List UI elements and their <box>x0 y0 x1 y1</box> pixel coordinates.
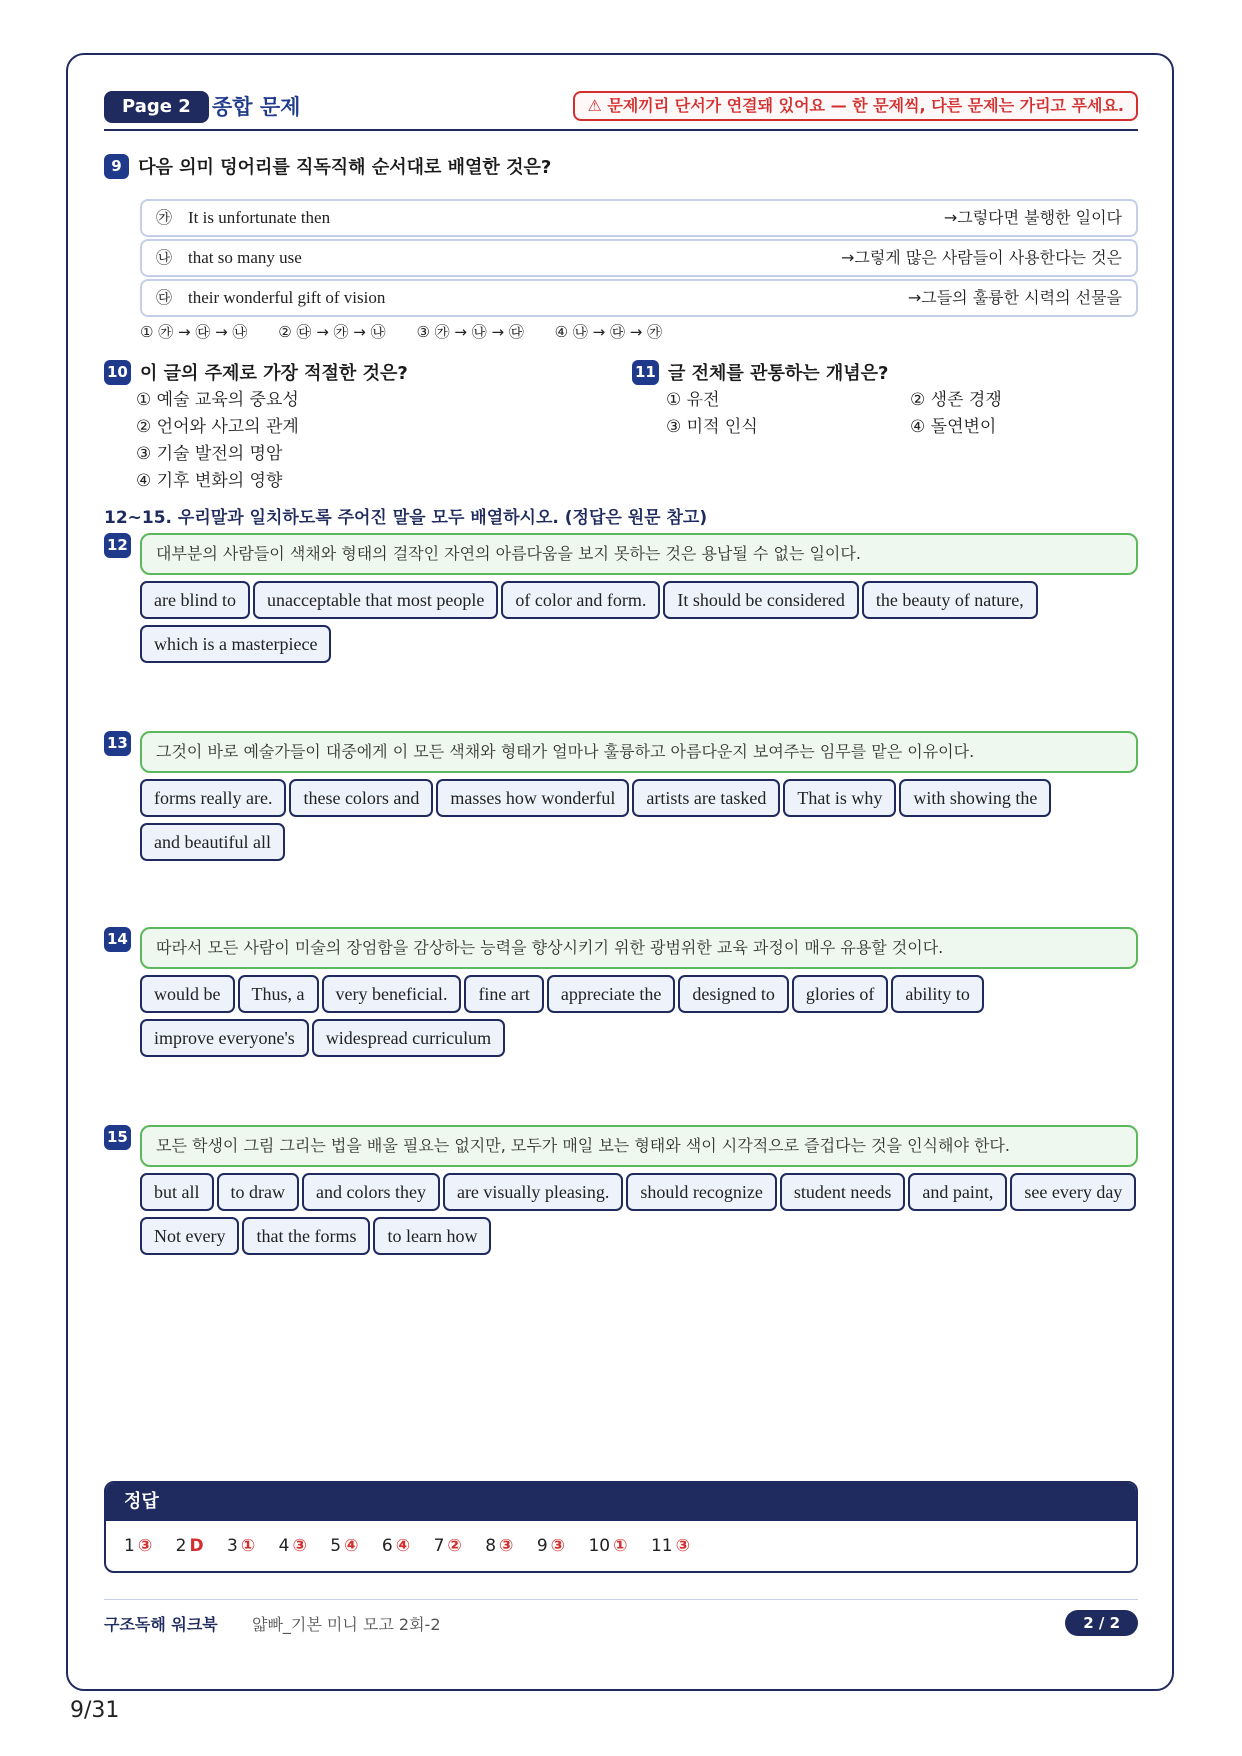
word-chip[interactable]: should recognize <box>626 1173 776 1211</box>
word-chip[interactable]: appreciate the <box>547 975 675 1013</box>
option[interactable]: ④ 돌연변이 <box>910 417 997 437</box>
warning-notice: ⚠ 문제끼리 단서가 연결돼 있어요 — 한 문제씩, 다른 문제는 가리고 푸세요. <box>573 91 1138 121</box>
question-number: 15 <box>104 1125 131 1150</box>
word-chip[interactable]: unacceptable that most people <box>253 581 498 619</box>
answer-item <box>651 1536 690 1556</box>
answer-item <box>124 1536 152 1556</box>
word-chip[interactable]: fine art <box>464 975 543 1013</box>
option[interactable]: ③ 기술 발전의 명암 <box>136 444 283 464</box>
page-header <box>104 91 1138 131</box>
word-chip[interactable]: are blind to <box>140 581 250 619</box>
answer-value: ③ <box>499 1536 514 1556</box>
word-chip[interactable]: ability to <box>891 975 984 1013</box>
option[interactable]: ④ 기후 변화의 영향 <box>136 471 283 491</box>
answer-item <box>588 1536 627 1556</box>
question-10 <box>104 359 408 385</box>
answer-number: 8 <box>485 1536 497 1556</box>
option[interactable]: ③ 미적 인식 <box>666 417 758 437</box>
answer-item <box>330 1536 358 1556</box>
option[interactable]: ① 예술 교육의 중요성 <box>136 390 299 410</box>
word-chip[interactable]: would be <box>140 975 235 1013</box>
option[interactable]: ① 유전 <box>666 390 720 410</box>
word-chip[interactable]: and beautiful all <box>140 823 285 861</box>
word-chip[interactable]: which is a masterpiece <box>140 625 331 663</box>
option[interactable]: ③ ㉮ → ㉯ → ㉰ <box>416 323 524 341</box>
word-chip[interactable]: but all <box>140 1173 214 1211</box>
question-text: 글 전체를 관통하는 개념은? <box>667 363 889 384</box>
word-chip[interactable]: student needs <box>780 1173 905 1211</box>
answer-item <box>537 1536 565 1556</box>
korean-sentence: 대부분의 사람들이 색채와 형태의 걸작인 자연의 아름다움을 보지 못하는 것은 용납될 수 없는 일이다. <box>140 533 1138 575</box>
option[interactable]: ④ ㉯ → ㉰ → ㉮ <box>554 323 663 341</box>
word-chip[interactable]: Not every <box>140 1217 239 1255</box>
answer-value: ④ <box>395 1536 411 1556</box>
word-chip[interactable]: That is why <box>783 779 896 817</box>
q10-options <box>136 387 299 495</box>
word-bank <box>140 581 1140 669</box>
question-9 <box>104 153 551 179</box>
question-number: 13 <box>104 731 131 756</box>
question-number: 9 <box>104 154 129 179</box>
answer-number: 7 <box>433 1536 445 1556</box>
answer-number: 2 <box>175 1536 187 1556</box>
answer-item <box>227 1536 255 1556</box>
word-chip[interactable]: that the forms <box>242 1217 370 1255</box>
meaning-chunk <box>140 199 1138 237</box>
word-chip[interactable]: to draw <box>217 1173 299 1211</box>
answer-item <box>485 1536 513 1556</box>
answer-value: ① <box>240 1536 256 1556</box>
word-chip[interactable]: these colors and <box>289 779 433 817</box>
worksheet-content <box>104 91 1138 1634</box>
page-title: 종합 문제 <box>212 95 301 119</box>
question-number: 10 <box>104 360 131 385</box>
answer-value: ① <box>613 1536 628 1556</box>
word-chip[interactable]: the beauty of nature, <box>862 581 1038 619</box>
answer-number: 6 <box>381 1536 393 1556</box>
chunk-korean: →그들의 훌륭한 시력의 선물을 <box>907 288 1122 307</box>
word-chip[interactable]: It should be considered <box>663 581 858 619</box>
answer-value: ③ <box>292 1536 307 1556</box>
word-chip[interactable]: masses how wonderful <box>436 779 629 817</box>
meaning-chunk <box>140 279 1138 317</box>
footer-subtitle: 얇빠_기본 미니 모고 2회-2 <box>252 1615 441 1634</box>
answer-item <box>176 1536 204 1556</box>
word-chip[interactable]: very beneficial. <box>322 975 462 1013</box>
question-text: 이 글의 주제로 가장 적절한 것은? <box>139 363 408 384</box>
answer-number: 9 <box>536 1536 548 1556</box>
chunk-english: their wonderful gift of vision <box>188 288 386 307</box>
answer-list <box>106 1521 1136 1571</box>
q9-options <box>140 321 688 342</box>
answer-number: 5 <box>330 1536 342 1556</box>
word-bank <box>140 779 1140 867</box>
section-instructions: 12~15. 우리말과 일치하도록 주어진 말을 모두 배열하시오. (정답은 원문 참고) <box>104 508 708 528</box>
answer-value: ③ <box>137 1536 153 1556</box>
page-footer <box>104 1599 1138 1633</box>
chunk-korean: →그렇게 많은 사람들이 사용한다는 것은 <box>840 248 1122 267</box>
answer-item <box>434 1536 462 1556</box>
q11-options-col1 <box>666 387 758 441</box>
word-chip[interactable]: forms really are. <box>140 779 286 817</box>
footer-brand: 구조독해 워크북 <box>104 1615 218 1634</box>
word-chip[interactable]: designed to <box>678 975 789 1013</box>
word-chip[interactable]: and colors they <box>302 1173 440 1211</box>
chunk-korean: →그렇다면 불행한 일이다 <box>943 208 1122 227</box>
chunk-english: It is unfortunate then <box>188 208 331 227</box>
question-text: 다음 의미 덩어리를 직독직해 순서대로 배열한 것은? <box>138 157 552 178</box>
meaning-chunk <box>140 239 1138 277</box>
answer-key-title: 정답 <box>106 1483 1136 1521</box>
korean-sentence: 따라서 모든 사람이 미술의 장엄함을 감상하는 능력을 향상시키기 위한 광범위한 교육 과정이 매우 유용할 것이다. <box>140 927 1138 969</box>
answer-number: 1 <box>124 1536 135 1556</box>
answer-value: ③ <box>550 1536 566 1556</box>
word-chip[interactable]: to learn how <box>373 1217 491 1255</box>
answer-number: 4 <box>278 1536 290 1556</box>
option[interactable]: ② 생존 경쟁 <box>910 390 1002 410</box>
answer-item <box>382 1536 410 1556</box>
question-number: 11 <box>632 360 659 385</box>
answer-value: ② <box>447 1536 462 1556</box>
answer-value: D <box>189 1536 204 1556</box>
answer-number: 11 <box>650 1536 673 1556</box>
answer-item <box>279 1536 307 1556</box>
option[interactable]: ① ㉮ → ㉰ → ㉯ <box>140 323 248 341</box>
word-chip[interactable]: glories of <box>792 975 888 1013</box>
question-number: 14 <box>104 927 131 952</box>
korean-sentence: 그것이 바로 예술가들이 대중에게 이 모든 색채와 형태가 얼마나 훌륭하고 아름다운지 보여주는 임무를 맡은 이유이다. <box>140 731 1138 773</box>
answer-value: ③ <box>675 1536 690 1556</box>
chunk-marker: ㉰ <box>156 288 173 307</box>
word-chip[interactable]: see every day <box>1010 1173 1136 1211</box>
word-chip[interactable]: are visually pleasing. <box>443 1173 623 1211</box>
word-chip[interactable]: artists are tasked <box>632 779 780 817</box>
chunk-marker: ㉯ <box>156 248 173 267</box>
word-chip[interactable]: with showing the <box>899 779 1051 817</box>
option[interactable]: ② 언어와 사고의 관계 <box>136 417 299 437</box>
chunk-marker: ㉮ <box>156 208 173 227</box>
word-chip[interactable]: and paint, <box>908 1173 1007 1211</box>
worksheet-page <box>66 53 1174 1691</box>
question-number: 12 <box>104 533 131 558</box>
korean-sentence: 모든 학생이 그림 그리는 법을 배울 필요는 없지만, 모두가 매일 보는 형태와 색이 시각적으로 즐겁다는 것을 인식해야 한다. <box>140 1125 1138 1167</box>
word-chip[interactable]: widespread curriculum <box>312 1019 505 1057</box>
word-chip[interactable]: improve everyone's <box>140 1019 309 1057</box>
answer-value: ④ <box>344 1536 359 1556</box>
chunk-english: that so many use <box>188 248 302 267</box>
document-page-count: 9/31 <box>70 1698 120 1723</box>
word-chip[interactable]: of color and form. <box>501 581 660 619</box>
option[interactable]: ② ㉰ → ㉮ → ㉯ <box>278 323 386 341</box>
page-badge: Page 2 <box>104 91 209 123</box>
answer-key <box>104 1481 1138 1573</box>
q11-options-col2 <box>910 387 1002 441</box>
answer-number: 3 <box>227 1536 238 1556</box>
question-11 <box>632 359 888 385</box>
word-bank <box>140 1173 1140 1261</box>
word-bank <box>140 975 1140 1063</box>
word-chip[interactable]: Thus, a <box>238 975 319 1013</box>
answer-number: 10 <box>588 1536 611 1556</box>
page-indicator: 2 / 2 <box>1065 1610 1138 1636</box>
